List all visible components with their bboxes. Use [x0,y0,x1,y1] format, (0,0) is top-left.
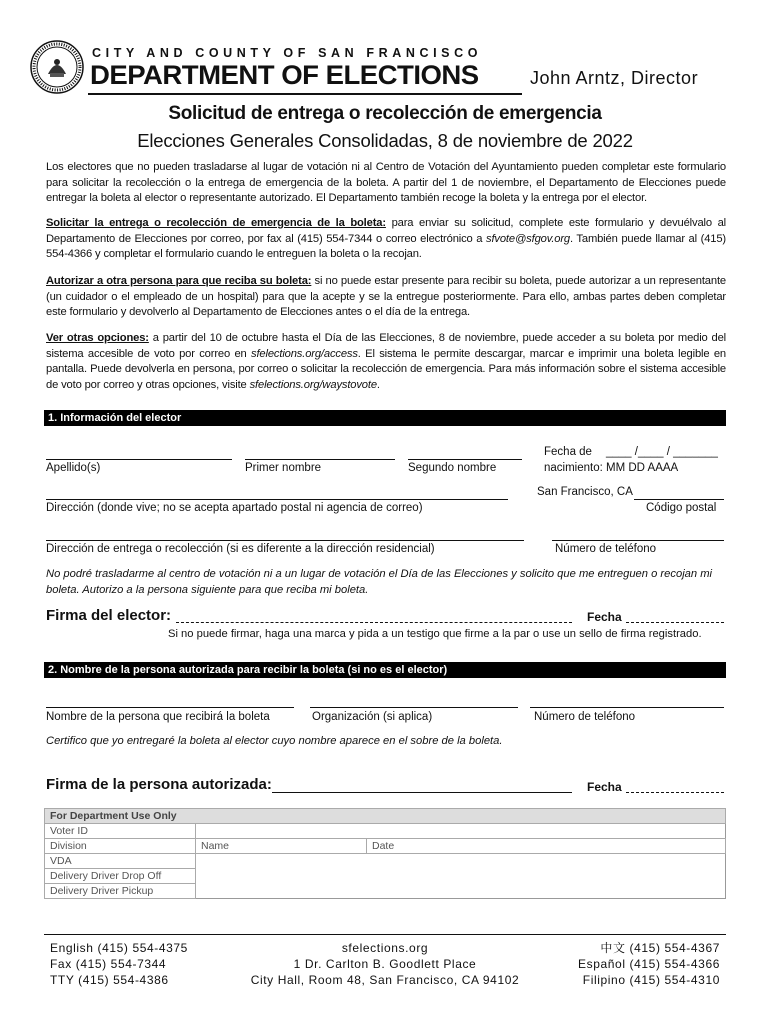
tty-phone[interactable]: TTY (415) 554-4386 [50,973,169,987]
entrega-label: Dirección de entrega o recolección (si es diferente a la dirección residencial) [46,543,435,555]
entrega-line[interactable] [46,540,524,541]
date-cell[interactable]: Date [367,839,726,854]
footer-rule [44,934,726,935]
authorize-heading: Autorizar a otra persona para que reciba su boleta: [46,275,312,287]
website-link[interactable]: sfelections.org [341,941,429,955]
voter-id-label: Voter ID [45,824,196,839]
certify-statement: Certifico que yo entregaré la boleta al elector cuyo nombre aparece en el sobre de la boleta. [46,735,503,747]
director-name: John Arntz, Director [530,68,699,88]
primer-nombre-label: Primer nombre [245,462,322,474]
firma-autorizada-label: Firma de la persona autorizada: [46,776,272,793]
primer-nombre-line[interactable] [245,459,395,460]
nacimiento-label: nacimiento: MM DD AAAA [544,462,679,474]
fecha-elector-label: Fecha [587,610,622,624]
department-use-header: For Department Use Only [45,809,726,824]
organizacion-label: Organización (si aplica) [312,711,433,723]
section-1-header: 1. Información del elector [44,410,726,426]
table-row [45,854,726,869]
request-text-after: . También puede llamar al (415) 554-4366 y completar el formulario cuando le entreguen la boleta o la recojan. [46,232,726,260]
elector-statement: No podré trasladarme al centro de votación ni a un lugar de votación el Día de las Elecciones y solicito que me entreguen o recojan mi boleta. Autorizo a la persona siguiente para que reciba mi boleta. [46,568,713,596]
table-row [45,824,726,839]
segundo-nombre-line[interactable] [408,459,522,460]
firma-note: Si no puede firmar, haga una marca y pida a un testigo que firme a la par o use un sello de firma registrado. [168,628,702,640]
footer-left [50,940,188,988]
authorize-text: si no puede estar presente para recibir su boleta, puede autorizar a un representante (un cuidador o el empleado de un hospital) para que la acepte y se la entregue posteriormente. Para ello, ambas partes deben completar este formulario y devolverlo al Departamento de Elecciones antes o el día de la entrega. [46,275,726,318]
fecha-de-label: Fecha de [544,446,592,458]
drop-off-label: Delivery Driver Drop Off [45,869,196,884]
header-rule [88,93,522,95]
filipino-phone[interactable]: Filipino (415) 554-4310 [582,973,720,987]
request-text: para enviar su solicitud, complete este formulario y devuélvalo al Departamento de Elecciones por correo, por fax al (415) 554-7344 o correo electrónico a [46,217,726,245]
address-line-2: City Hall, Room 48, San Francisco, CA 94102 [250,973,520,987]
firma-elector-label: Firma del elector: [46,607,172,624]
form-subtitle: Elecciones Generales Consolidadas, 8 de noviembre de 2022 [137,130,633,151]
spanish-phone[interactable]: Español (415) 554-4366 [578,957,720,971]
request-paragraph [46,216,726,263]
direccion-line[interactable] [46,499,508,500]
nombre-autorizado-label: Nombre de la persona que recibirá la boleta [46,711,270,723]
name-cell[interactable]: Name [196,839,367,854]
telefono-autorizado-line[interactable] [530,707,724,708]
form-title: Solicitud de entrega o recolección de emergencia [168,103,602,124]
options-text-3: . [376,378,380,391]
fax-number: Fax (415) 554-7344 [50,957,167,971]
english-phone[interactable]: English (415) 554-4375 [50,941,188,955]
pickup-label: Delivery Driver Pickup [45,884,196,899]
authorize-paragraph [46,274,726,321]
apellido-line[interactable] [46,459,232,460]
section-2-header: 2. Nombre de la persona autorizada para recibir la boleta (si no es el elector) [44,662,726,678]
department-name: DEPARTMENT OF ELECTIONS [90,60,479,90]
telefono-autorizado-label: Número de teléfono [534,711,636,723]
codigo-postal-line[interactable] [634,499,724,500]
city-seal-icon [30,40,84,94]
footer-center [225,940,545,988]
fecha-elector-line[interactable] [626,622,724,623]
table-row [45,869,726,884]
drop-off-blank [196,869,726,884]
firma-elector-line[interactable] [176,622,572,623]
vda-label: VDA [45,854,196,869]
options-text-2: . El sistema le permite descargar, marcar e imprimir una boleta legible en pantalla. Puede devolverla en persona, por correo o solicitar la recolección de emergencia. Para más información sobre el sistema accesible de voto por correo y otras opciones, visite [46,347,726,391]
fecha-autorizada-label: Fecha [587,780,622,794]
table-row [45,839,726,854]
address-line-1: 1 Dr. Carlton B. Goodlett Place [293,957,477,971]
intro-paragraph: Los electores que no pueden trasladarse al lugar de votación ni al Centro de Votación del Ayuntamiento pueden completar este formulario para solicitar la recolección o la entrega de emergencia de la boleta. A partir del 1 de noviembre, el Departamento de Elecciones puede entregar la boleta al elector o representante autorizado. El Departamento también recoge la boleta y la entrega por el elector. [46,161,726,204]
telefono-line[interactable] [552,540,724,541]
pickup-blank [196,884,726,899]
options-paragraph [46,331,726,393]
telefono-label: Número de teléfono [555,543,657,555]
nombre-autorizado-line[interactable] [46,707,294,708]
footer-right [540,940,720,988]
organizacion-line[interactable] [310,707,518,708]
division-label: Division [45,839,196,854]
chinese-phone[interactable]: 中文 (415) 554-4367 [600,941,720,955]
department-use-table [44,808,726,899]
fecha-autorizada-line[interactable] [626,792,724,793]
direccion-label: Dirección (donde vive; no se acepta apartado postal ni agencia de correo) [46,502,423,514]
codigo-postal-label: Código postal [646,502,717,514]
san-francisco-label: San Francisco, CA [537,486,633,498]
table-row [45,884,726,899]
birthdate-slots[interactable]: ____ /____ / _______ [606,446,718,458]
firma-autorizada-line[interactable] [272,792,572,793]
request-heading: Solicitar la entrega o recolección de emergencia de la boleta: [46,217,386,229]
options-heading: Ver otras opciones: [46,332,149,344]
apellido-label: Apellido(s) [46,462,101,474]
voter-id-cell[interactable] [196,824,726,839]
options-text-1: a partir del 10 de octubre hasta el Día de las Elecciones, 8 de noviembre, puede acceder a su boleta por medio del sistema accesible de voto por correo en [46,332,726,360]
city-name: CITY AND COUNTY OF SAN FRANCISCO [92,46,483,60]
segundo-nombre-label: Segundo nombre [408,462,497,474]
email-link[interactable]: sfvote@sfgov.org [486,232,571,245]
waystovote-link[interactable]: sfelections.org/waystovote [249,378,377,391]
vda-blank [196,854,726,869]
access-link[interactable]: sfelections.org/access [251,347,358,360]
